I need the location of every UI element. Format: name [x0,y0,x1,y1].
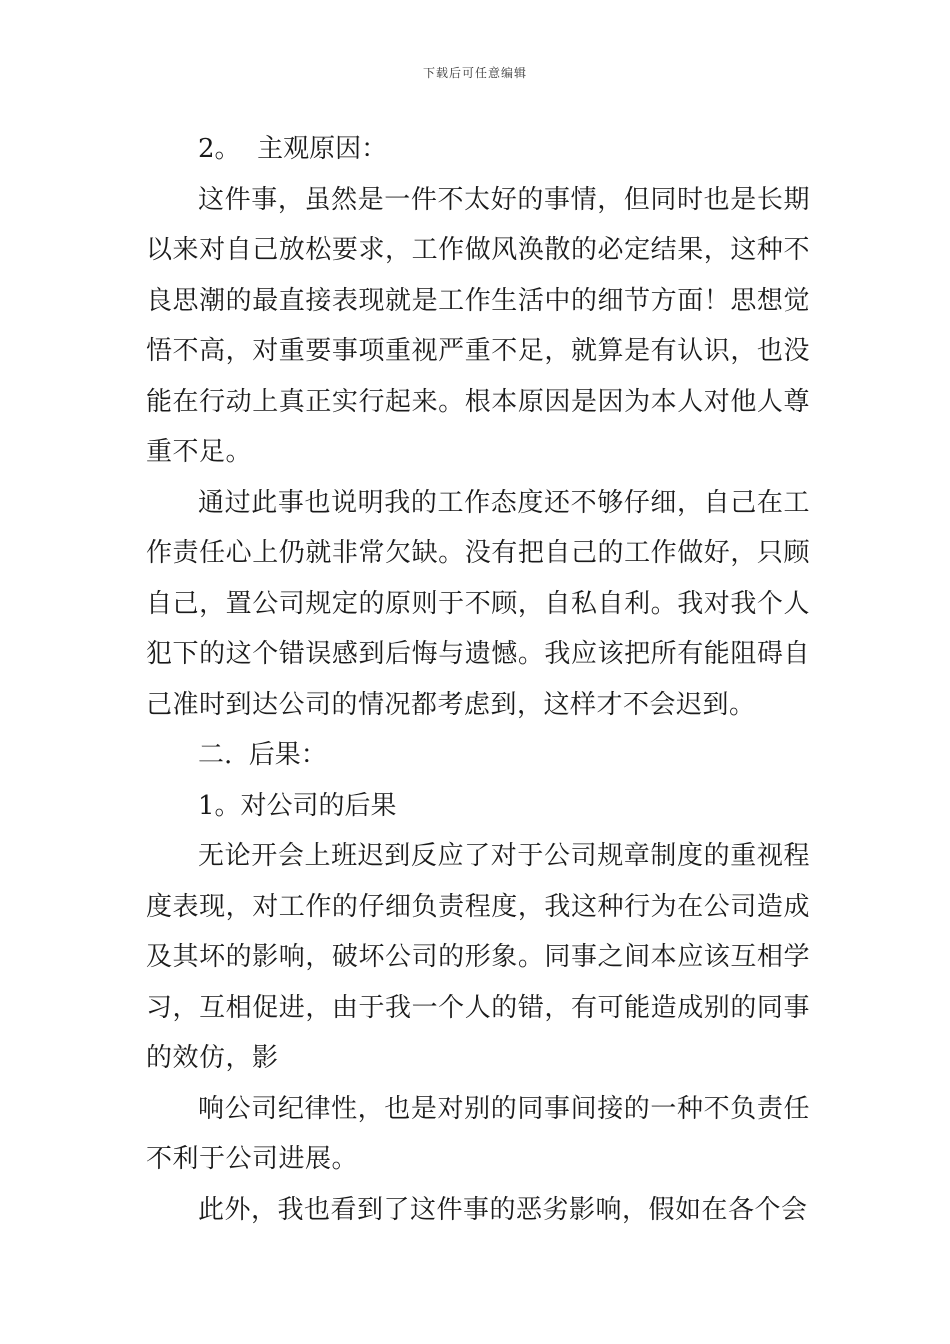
paragraph: 这件事，虽然是一件不太好的事情，但同时也是长期以来对自己放松要求，工作做风涣散的必定结果，这种不良思潮的最直接表现就是工作生活中的细节方面！思想觉悟不高，对重要事项重视严重不足，就算是有认识，也没能在行动上真正实行起来。根本原因是因为本人对他人尊重不足。 [146,184,810,467]
paragraph: 通过此事也说明我的工作态度还不够仔细，自己在工作责任心上仍就非常欠缺。没有把自己的工作做好，只顾自己，置公司规定的原则于不顾，自私自利。我对我个人犯下的这个错误感到后悔与遗憾。我应该把所有能阻碍自己准时到达公司的情况都考虑到，这样才不会迟到。 [146,487,810,720]
subsection-heading-company: 1。对公司的后果 [198,790,397,821]
section-heading-subjective-causes: 2。 主观原因： [198,134,388,164]
paragraph: 无论开会上班迟到反应了对于公司规章制度的重视程度表现，对工作的仔细负责程度，我这种行为在公司造成及其坏的影响，破坏公司的形象。同事之间本应该互相学习，互相促进，由于我一个人的错，有可能造成别的同事的效仿，影 [146,841,810,1073]
page-header: 下载后可任意编辑 [422,66,527,80]
section-heading-consequences: 二. 后果： [198,740,327,770]
document-body [146,124,810,1235]
paragraph: 此外，我也看到了这件事的恶劣影响，假如在各个会 [198,1194,808,1225]
paragraph: 响公司纪律性，也是对别的同事间接的一种不负责任不利于公司进展。 [146,1093,810,1174]
